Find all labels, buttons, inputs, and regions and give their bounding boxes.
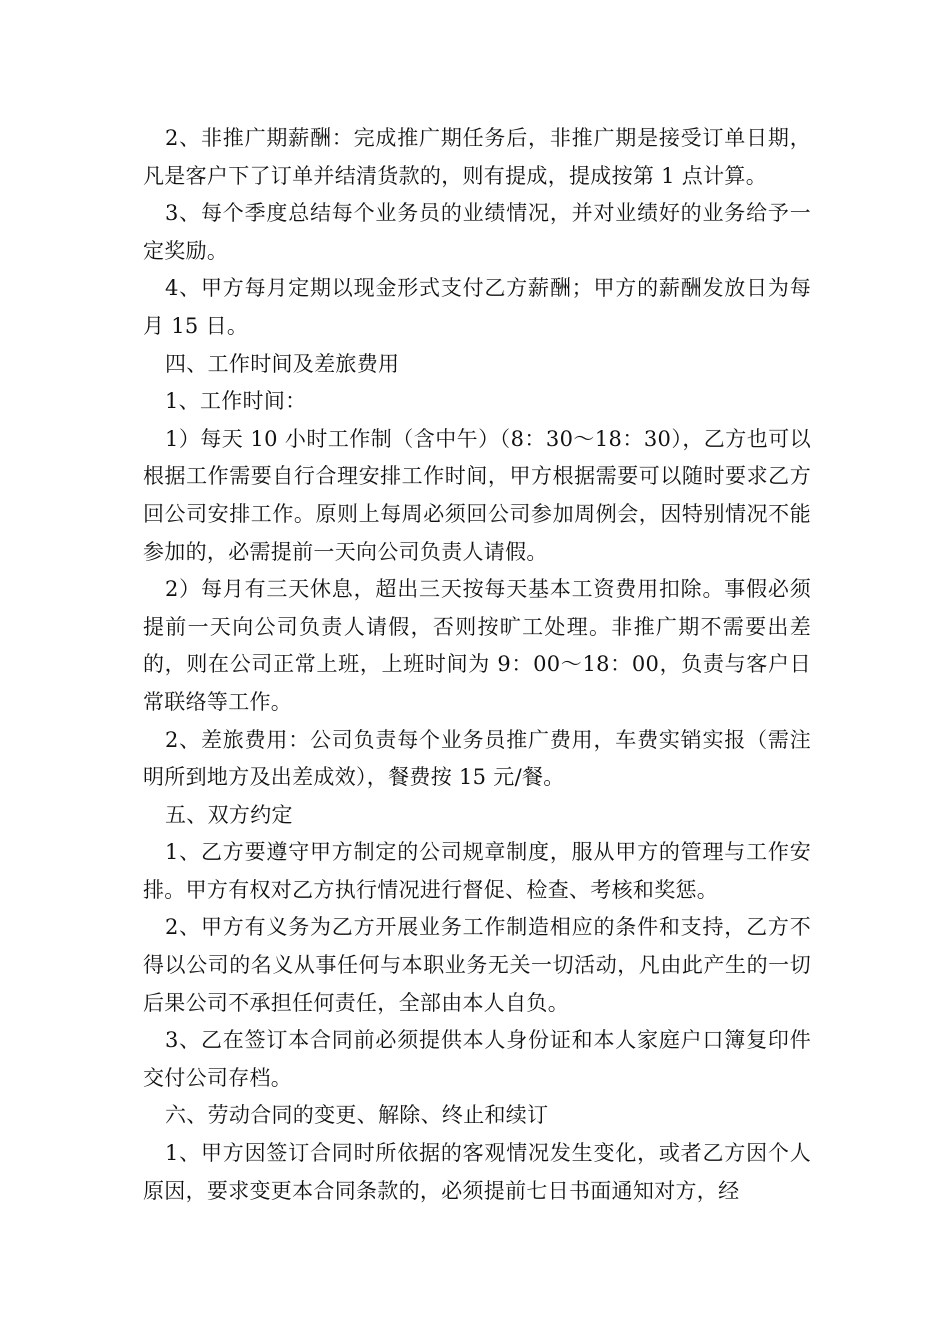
- paragraph-payment-date: 4、甲方每月定期以现金形式支付乙方薪酬；甲方的薪酬发放日为每月 15 日。: [143, 276, 811, 338]
- paragraph-contract-change: 1、甲方因签订合同时所依据的客观情况发生变化，或者乙方因个人原因，要求变更本合同条款的，必须提前七日书面通知对方，经: [143, 1141, 811, 1203]
- paragraph-travel-expenses: 2、差旅费用：公司负责每个业务员推广费用，车费实销实报（需注明所到地方及出差成效），餐费按 15 元/餐。: [143, 727, 811, 790]
- paragraph-daily-hours: 1）每天 10 小时工作制（含中午）（8：30～18：30），乙方也可以根据工作需要自行合理安排工作时间，甲方根据需要可以随时要求乙方回公司安排工作。原则上每周必须回公司参加周例会，因特别情况不能参加的，必需提前一天向公司负责人请假。: [143, 426, 811, 564]
- paragraph-rules-compliance: 1、乙方要遵守甲方制定的公司规章制度，服从甲方的管理与工作安排。甲方有权对乙方执行情况进行督促、检查、考核和奖惩。: [143, 840, 811, 902]
- paragraph-work-time-title: 1、工作时间：: [165, 389, 307, 414]
- paragraph-non-promotion-salary: 2、非推广期薪酬：完成推广期任务后，非推广期是接受订单日期，凡是客户下了订单并结清货款的，则有提成，提成按第 1 点计算。: [143, 126, 811, 188]
- document-body: [143, 120, 811, 1210]
- section-heading-work-time: 四、工作时间及差旅费用: [165, 351, 400, 376]
- paragraph-obligations: 2、甲方有义务为乙方开展业务工作制造相应的条件和支持，乙方不得以公司的名义从事任何与本职业务无关一切活动，凡由此产生的一切后果公司不承担任何责任，全部由本人自负。: [143, 915, 811, 1015]
- section-heading-agreements: 五、双方约定: [165, 802, 293, 827]
- paragraph-documents: 3、乙在签订本合同前必须提供本人身份证和本人家庭户口簿复印件交付公司存档。: [143, 1028, 811, 1090]
- paragraph-monthly-rest: 2）每月有三天休息，超出三天按每天基本工资费用扣除。事假必须提前一天向公司负责人请假，否则按旷工处理。非推广期不需要出差的，则在公司正常上班，上班时间为 9：00～18：00，负责与客户日常联络等工作。: [143, 577, 811, 714]
- paragraph-quarterly-review: 3、每个季度总结每个业务员的业绩情况，并对业绩好的业务给予一定奖励。: [143, 201, 811, 263]
- section-heading-contract-changes: 六、劳动合同的变更、解除、终止和续订: [165, 1103, 549, 1128]
